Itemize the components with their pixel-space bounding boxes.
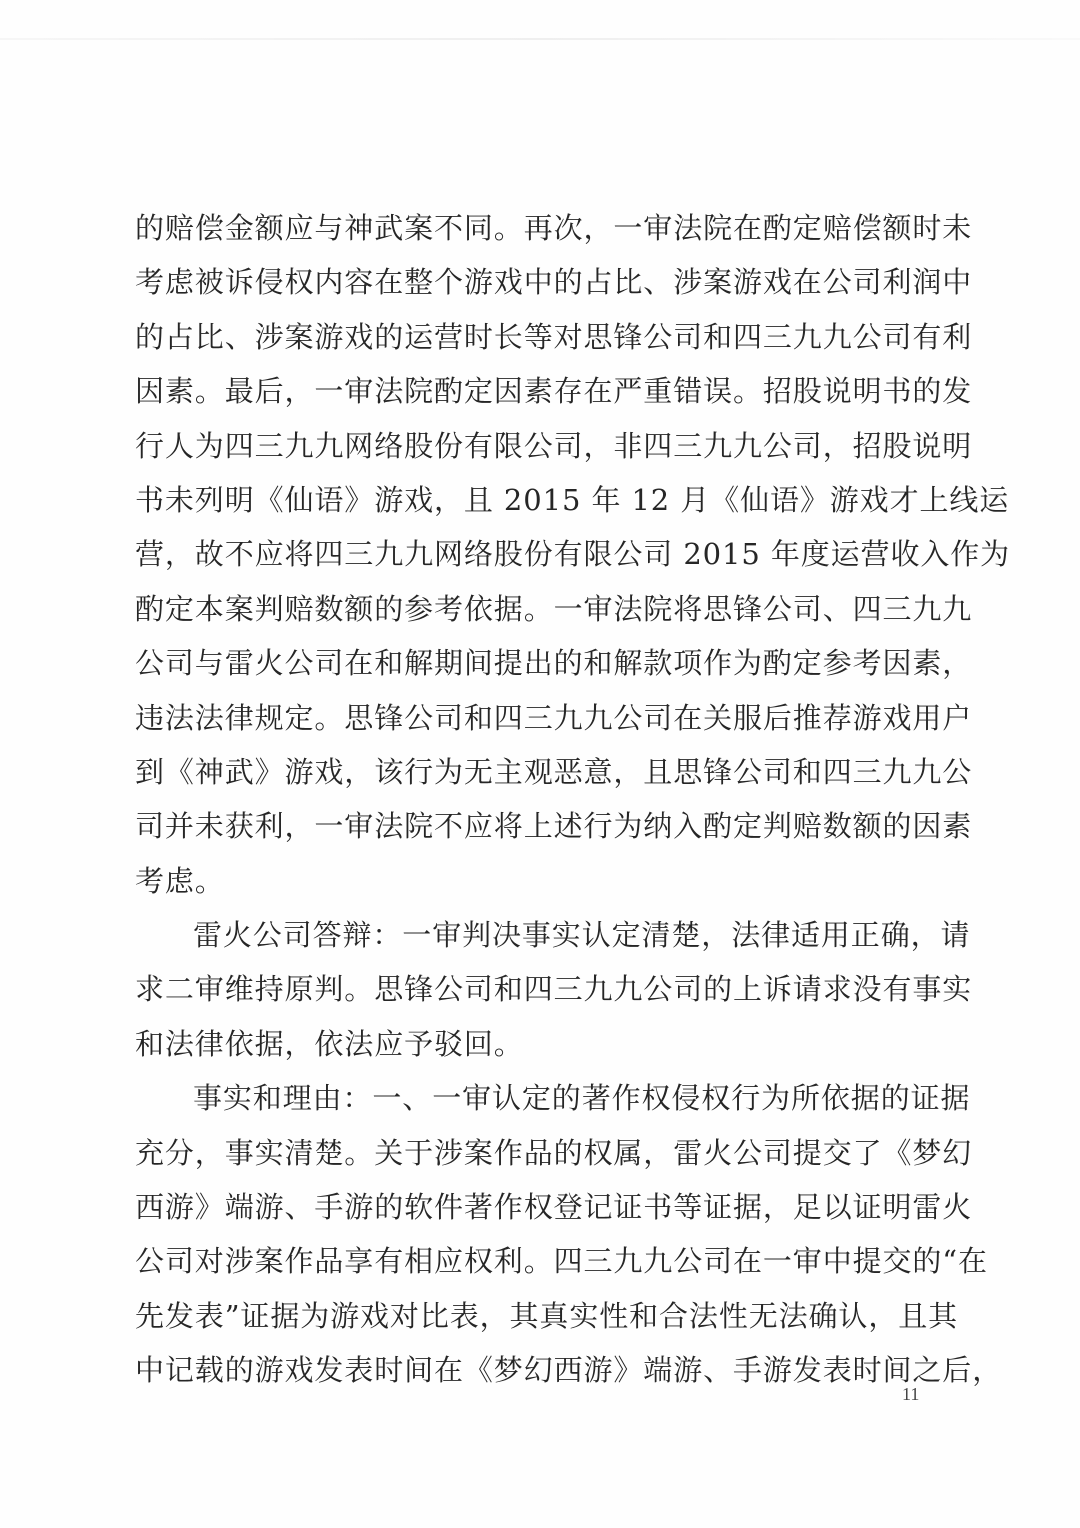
page-number: 11 (902, 1384, 920, 1404)
text-line: 违法法律规定。思锋公司和四三九九公司在关服后推荐游戏用户 (135, 700, 973, 735)
text-line: 书未列明《仙语》游戏，且 2015 年 12 月《仙语》游戏才上线运 (135, 482, 1010, 517)
text-line: 充分，事实清楚。关于涉案作品的权属，雷火公司提交了《梦幻 (135, 1135, 973, 1170)
document-body (135, 201, 1011, 1398)
text-line: 公司与雷火公司在和解期间提出的和解款项作为酌定参考因素， (135, 646, 973, 681)
text-line: 司并未获利，一审法院不应将上述行为纳入酌定判赔数额的因素 (135, 809, 973, 844)
text-line: 的赔偿金额应与神武案不同。再次，一审法院在酌定赔偿额时未 (135, 211, 973, 245)
text-line: 考虑。 (135, 863, 225, 898)
text-line: 求二审维持原判。思锋公司和四三九九公司的上诉请求没有事实 (135, 972, 973, 1007)
text-line: 的占比、涉案游戏的运营时长等对思锋公司和四三九九公司有利 (135, 319, 973, 354)
scan-edge (0, 38, 1080, 40)
text-line: 行人为四三九九网络股份有限公司，非四三九九公司，招股说明 (135, 428, 973, 463)
text-line: 营，故不应将四三九九网络股份有限公司 2015 年度运营收入作为 (135, 537, 1011, 572)
text-line: 西游》端游、手游的软件著作权登记证书等证据，足以证明雷火 (135, 1190, 973, 1225)
text-line: 中记载的游戏发表时间在《梦幻西游》端游、手游发表时间之后， (135, 1353, 1003, 1388)
paragraph-start-line: 事实和理由：一、一审认定的著作权侵权行为所依据的证据 (193, 1081, 971, 1116)
text-line: 公司对涉案作品享有相应权利。四三九九公司在一审中提交的“在 (135, 1244, 988, 1279)
text-line: 和法律依据，依法应予驳回。 (135, 1026, 524, 1061)
text-line: 因素。最后，一审法院酌定因素存在严重错误。招股说明书的发 (135, 374, 973, 409)
paragraph-start-line: 雷火公司答辩：一审判决事实认定清楚，法律适用正确，请 (193, 918, 971, 953)
text-line: 先发表”证据为游戏对比表，其真实性和合法性无法确认，且其 (135, 1298, 959, 1333)
text-line: 到《神武》游戏，该行为无主观恶意，且思锋公司和四三九九公 (135, 754, 973, 789)
text-line: 酌定本案判赔数额的参考依据。一审法院将思锋公司、四三九九 (135, 591, 973, 626)
text-line: 考虑被诉侵权内容在整个游戏中的占比、涉案游戏在公司利润中 (135, 265, 973, 300)
